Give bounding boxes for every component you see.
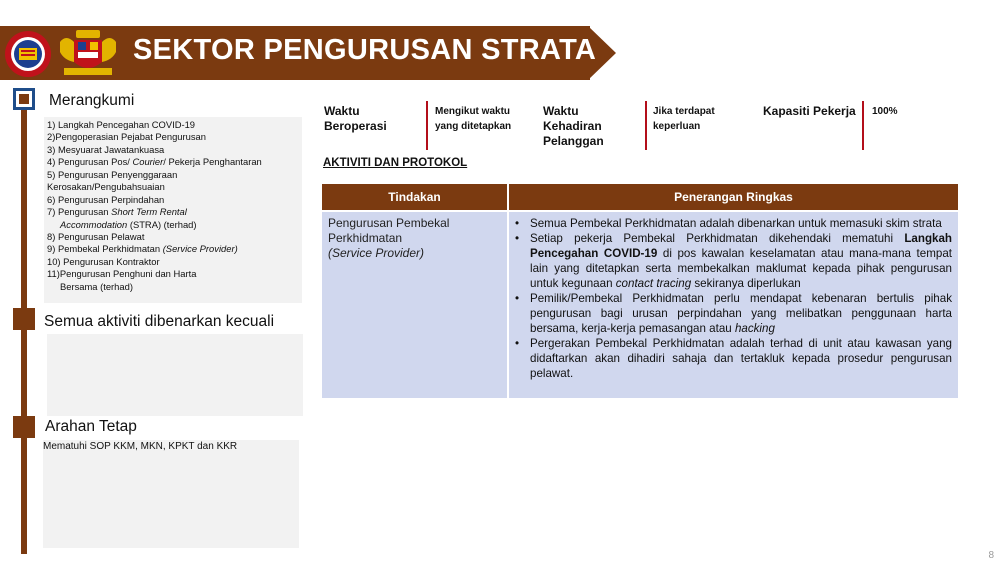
page-number: 8 xyxy=(988,550,994,561)
table-header-penerangan: Penerangan Ringkas xyxy=(509,184,958,210)
list-item: 4) Pengurusan Pos/ Courier/ Pekerja Penghantaran xyxy=(47,156,262,168)
bullet-item: • Pemilik/Pembekal Perkhidmatan perlu mendapat kebenaran bertulis pihak pengurusan bagi urusan perpindahan yang melibatkan penggunaan harta bersama, kerja-kerja pemasangan atau hacking xyxy=(515,292,952,335)
tindakan-text: Pengurusan Pembekal Perkhidmatan (Service Provider) xyxy=(328,216,450,260)
list-item: 7) Pengurusan Short Term Rental xyxy=(47,206,187,218)
page-title: SEKTOR PENGURUSAN STRATA xyxy=(133,34,597,66)
list-item: 2)Pengoperasian Pejabat Pengurusan xyxy=(47,131,206,143)
ministry-logo-icon xyxy=(4,30,52,78)
waktu-kehadiran-value: Jika terdapat keperluan xyxy=(653,106,715,132)
list-item: Kerosakan/Pengubahsuaian xyxy=(47,181,165,193)
section-heading-merangkumi: Merangkumi xyxy=(49,92,135,109)
penerangan-bullets xyxy=(515,216,952,381)
table-header-tindakan: Tindakan xyxy=(322,184,507,210)
aktiviti-title: AKTIVITI DAN PROTOKOL xyxy=(323,157,468,169)
section-heading-arahan: Arahan Tetap xyxy=(45,418,137,435)
coat-of-arms-icon xyxy=(56,28,120,78)
kapasiti-label: Kapasiti Pekerja xyxy=(763,104,856,118)
arahan-panel xyxy=(43,440,299,548)
bullet-item: • Pergerakan Pembekal Perkhidmatan adalah terhad di unit atau kawasan yang didaftarkan akan dihadiri sahaja dan tertakluk kepada prosedur pengurusan pelawat. xyxy=(515,337,952,380)
list-item: Bersama (terhad) xyxy=(60,280,133,292)
waktu-beroperasi-value: Mengikut waktu yang ditetapkan xyxy=(435,106,512,132)
timeline-marker-arahan xyxy=(13,416,35,438)
list-item: 6) Pengurusan Perpindahan xyxy=(47,193,165,205)
arahan-text: Mematuhi SOP KKM, MKN, KPKT dan KKR xyxy=(43,441,238,452)
merangkumi-list xyxy=(47,119,262,293)
list-item: Accommodation (STRA) (terhad) xyxy=(60,218,197,230)
section-heading-kecuali: Semua aktiviti dibenarkan kecuali xyxy=(44,313,275,330)
separator-3 xyxy=(862,101,864,150)
timeline-marker-merangkumi xyxy=(13,88,35,110)
list-item: 8) Pengurusan Pelawat xyxy=(47,230,145,242)
list-item: 1) Langkah Pencegahan COVID-19 xyxy=(47,119,196,130)
list-item: 9) Pembekal Perkhidmatan (Service Provider) xyxy=(47,243,238,255)
list-item: 5) Pengurusan Penyenggaraan xyxy=(47,168,178,180)
bullet-item: • Semua Pembekal Perkhidmatan adalah dibenarkan untuk memasuki skim strata xyxy=(515,217,942,230)
separator-2 xyxy=(645,101,647,150)
kapasiti-value: 100% xyxy=(872,106,898,117)
timeline-marker-kecuali xyxy=(13,308,35,330)
waktu-beroperasi-label: Waktu Beroperasi xyxy=(324,104,387,133)
bullet-item: • Setiap pekerja Pembekal Perkhidmatan dikehendaki mematuhi Langkah Pencegahan COVID-19 di pos kawalan keselamatan atau mana-mana tempat lain yang ditetapkan serta membekalkan maklumat kepada pihak pengurusan untuk kegunaan contact tracing sekiranya diperlukan xyxy=(515,232,952,290)
list-item: 10) Pengurusan Kontraktor xyxy=(47,255,160,267)
list-item: 11)Pengurusan Penghuni dan Harta xyxy=(47,268,197,280)
list-item: 3) Mesyuarat Jawatankuasa xyxy=(47,143,165,155)
waktu-kehadiran-label: Waktu Kehadiran Pelanggan xyxy=(543,104,604,148)
separator-1 xyxy=(426,101,428,150)
kecuali-panel xyxy=(47,334,303,416)
